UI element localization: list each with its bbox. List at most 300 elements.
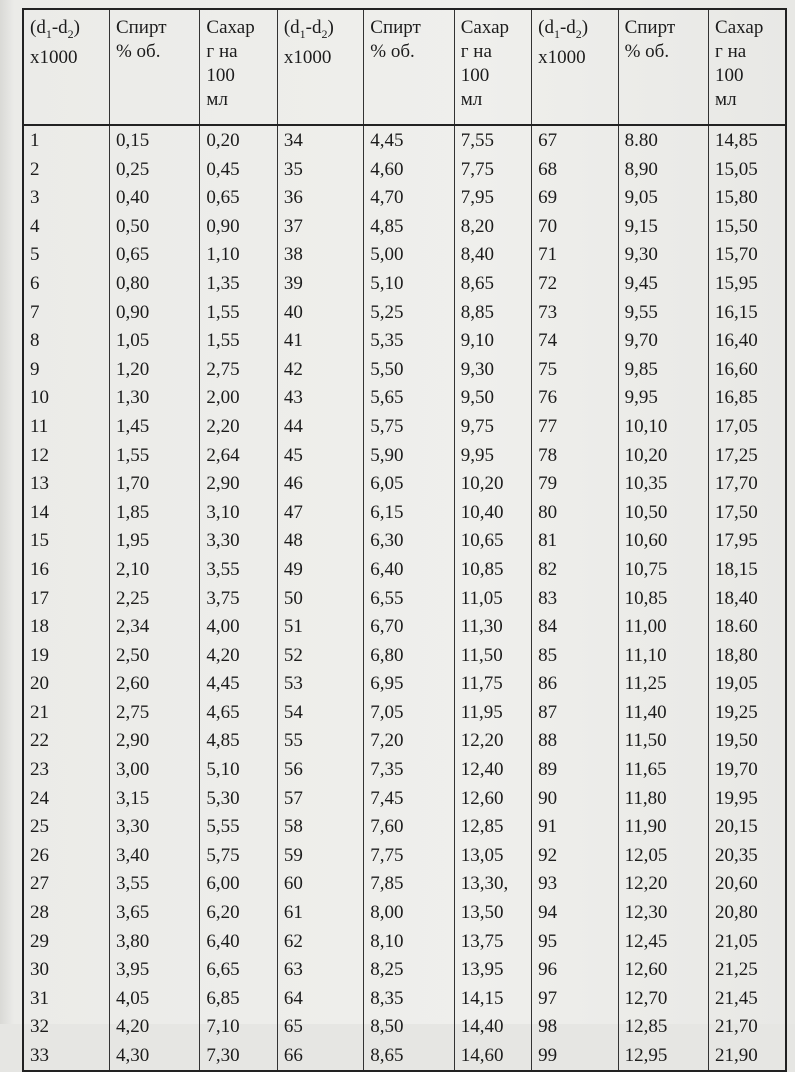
density-diff-cell: 17 <box>23 584 109 613</box>
sugar-cell: 0,45 <box>200 155 277 184</box>
density-diff-cell: 43 <box>277 383 363 412</box>
table-row <box>23 1041 786 1071</box>
sugar-cell: 4,65 <box>200 698 277 727</box>
sugar-cell: 21,90 <box>709 1041 786 1071</box>
density-diff-header: $(d_1-d_2)$ x1000 <box>532 9 618 125</box>
alcohol-cell: 5,65 <box>364 383 454 412</box>
density-diff-cell: 46 <box>277 469 363 498</box>
density-diff-cell: 25 <box>23 812 109 841</box>
table-row <box>23 641 786 670</box>
alcohol-cell: 6,95 <box>364 669 454 698</box>
sugar-cell: 7,75 <box>454 155 531 184</box>
density-diff-cell: 26 <box>23 841 109 870</box>
sugar-cell: 2,90 <box>200 469 277 498</box>
density-diff-cell: 35 <box>277 155 363 184</box>
alcohol-cell: 8,25 <box>364 955 454 984</box>
alcohol-cell: 9,15 <box>618 212 708 241</box>
alcohol-cell: 12,20 <box>618 869 708 898</box>
density-diff-cell: 80 <box>532 498 618 527</box>
table-row <box>23 726 786 755</box>
sugar-cell: 13,95 <box>454 955 531 984</box>
sugar-cell: 6,85 <box>200 984 277 1013</box>
alcohol-cell: 6,70 <box>364 612 454 641</box>
table-row <box>23 698 786 727</box>
alcohol-cell: 12,60 <box>618 955 708 984</box>
table-body <box>23 125 786 1071</box>
alcohol-header: Спирт % об. <box>618 9 708 125</box>
alcohol-cell: 11,10 <box>618 641 708 670</box>
density-diff-cell: 93 <box>532 869 618 898</box>
sugar-cell: 8,40 <box>454 240 531 269</box>
sugar-cell: 15,05 <box>709 155 786 184</box>
density-diff-cell: 53 <box>277 669 363 698</box>
alcohol-cell: 9,05 <box>618 183 708 212</box>
density-diff-cell: 7 <box>23 298 109 327</box>
alcohol-header: Спирт % об. <box>109 9 199 125</box>
alcohol-cell: 3,55 <box>109 869 199 898</box>
alcohol-cell: 6,05 <box>364 469 454 498</box>
alcohol-cell: 0,25 <box>109 155 199 184</box>
alcohol-cell: 10,60 <box>618 526 708 555</box>
sugar-cell: 10,40 <box>454 498 531 527</box>
alcohol-cell: 6,30 <box>364 526 454 555</box>
table-row <box>23 383 786 412</box>
density-diff-cell: 31 <box>23 984 109 1013</box>
alcohol-cell: 4,45 <box>364 125 454 155</box>
sugar-cell: 2,20 <box>200 412 277 441</box>
density-diff-cell: 16 <box>23 555 109 584</box>
sugar-cell: 14,60 <box>454 1041 531 1071</box>
density-diff-cell: 44 <box>277 412 363 441</box>
density-diff-cell: 1 <box>23 125 109 155</box>
table-row <box>23 355 786 384</box>
density-diff-cell: 95 <box>532 927 618 956</box>
density-diff-cell: 68 <box>532 155 618 184</box>
sugar-cell: 7,95 <box>454 183 531 212</box>
sugar-cell: 18,15 <box>709 555 786 584</box>
sugar-cell: 6,65 <box>200 955 277 984</box>
density-diff-cell: 28 <box>23 898 109 927</box>
sugar-cell: 21,05 <box>709 927 786 956</box>
density-diff-cell: 33 <box>23 1041 109 1071</box>
alcohol-cell: 5,25 <box>364 298 454 327</box>
density-diff-cell: 51 <box>277 612 363 641</box>
alcohol-cell: 1,30 <box>109 383 199 412</box>
sugar-cell: 11,75 <box>454 669 531 698</box>
alcohol-cell: 3,40 <box>109 841 199 870</box>
alcohol-cell: 10,75 <box>618 555 708 584</box>
alcohol-cell: 1,20 <box>109 355 199 384</box>
sugar-cell: 15,95 <box>709 269 786 298</box>
alcohol-cell: 5,10 <box>364 269 454 298</box>
alcohol-cell: 8,10 <box>364 927 454 956</box>
sugar-cell: 5,55 <box>200 812 277 841</box>
alcohol-cell: 12,30 <box>618 898 708 927</box>
density-diff-cell: 84 <box>532 612 618 641</box>
sugar-cell: 19,70 <box>709 755 786 784</box>
alcohol-cell: 5,35 <box>364 326 454 355</box>
density-diff-cell: 5 <box>23 240 109 269</box>
alcohol-cell: 6,40 <box>364 555 454 584</box>
table-row <box>23 1012 786 1041</box>
alcohol-cell: 12,45 <box>618 927 708 956</box>
alcohol-cell: 2,50 <box>109 641 199 670</box>
density-diff-cell: 96 <box>532 955 618 984</box>
sugar-cell: 9,50 <box>454 383 531 412</box>
density-diff-cell: 60 <box>277 869 363 898</box>
density-diff-cell: 29 <box>23 927 109 956</box>
density-diff-cell: 82 <box>532 555 618 584</box>
alcohol-cell: 12,05 <box>618 841 708 870</box>
alcohol-cell: 5,50 <box>364 355 454 384</box>
density-diff-cell: 57 <box>277 784 363 813</box>
sugar-cell: 13,05 <box>454 841 531 870</box>
density-diff-cell: 71 <box>532 240 618 269</box>
sugar-cell: 1,55 <box>200 298 277 327</box>
alcohol-cell: 1,95 <box>109 526 199 555</box>
alcohol-cell: 9,55 <box>618 298 708 327</box>
sugar-cell: 10,85 <box>454 555 531 584</box>
density-diff-cell: 19 <box>23 641 109 670</box>
alcohol-cell: 11,40 <box>618 698 708 727</box>
sugar-cell: 15,70 <box>709 240 786 269</box>
density-diff-cell: 89 <box>532 755 618 784</box>
density-diff-cell: 97 <box>532 984 618 1013</box>
density-diff-cell: 55 <box>277 726 363 755</box>
sugar-cell: 8,65 <box>454 269 531 298</box>
alcohol-cell: 2,25 <box>109 584 199 613</box>
sugar-cell: 6,40 <box>200 927 277 956</box>
sugar-cell: 8,20 <box>454 212 531 241</box>
alcohol-cell: 8,50 <box>364 1012 454 1041</box>
sugar-cell: 13,30, <box>454 869 531 898</box>
density-diff-cell: 4 <box>23 212 109 241</box>
density-diff-cell: 20 <box>23 669 109 698</box>
alcohol-cell: 11,65 <box>618 755 708 784</box>
density-diff-cell: 9 <box>23 355 109 384</box>
table-row <box>23 927 786 956</box>
sugar-cell: 20,60 <box>709 869 786 898</box>
table-row <box>23 526 786 555</box>
sugar-cell: 17,25 <box>709 441 786 470</box>
density-diff-cell: 47 <box>277 498 363 527</box>
alcohol-cell: 0,40 <box>109 183 199 212</box>
density-diff-cell: 59 <box>277 841 363 870</box>
density-diff-cell: 88 <box>532 726 618 755</box>
alcohol-cell: 3,80 <box>109 927 199 956</box>
density-diff-cell: 23 <box>23 755 109 784</box>
alcohol-cell: 9,30 <box>618 240 708 269</box>
table-row <box>23 584 786 613</box>
alcohol-cell: 10,85 <box>618 584 708 613</box>
alcohol-cell: 0,50 <box>109 212 199 241</box>
density-diff-cell: 32 <box>23 1012 109 1041</box>
sugar-cell: 19,05 <box>709 669 786 698</box>
sugar-cell: 11,95 <box>454 698 531 727</box>
sugar-cell: 5,10 <box>200 755 277 784</box>
density-diff-cell: 27 <box>23 869 109 898</box>
density-diff-cell: 39 <box>277 269 363 298</box>
density-diff-cell: 42 <box>277 355 363 384</box>
alcohol-cell: 9,85 <box>618 355 708 384</box>
sugar-cell: 7,10 <box>200 1012 277 1041</box>
alcohol-cell: 8,65 <box>364 1041 454 1071</box>
alcohol-cell: 10,50 <box>618 498 708 527</box>
alcohol-cell: 4,60 <box>364 155 454 184</box>
alcohol-cell: 5,75 <box>364 412 454 441</box>
density-diff-cell: 14 <box>23 498 109 527</box>
sugar-cell: 16,15 <box>709 298 786 327</box>
density-diff-cell: 77 <box>532 412 618 441</box>
alcohol-cell: 6,80 <box>364 641 454 670</box>
sugar-cell: 12,60 <box>454 784 531 813</box>
density-diff-cell: 49 <box>277 555 363 584</box>
density-diff-cell: 86 <box>532 669 618 698</box>
alcohol-cell: 9,95 <box>618 383 708 412</box>
sugar-cell: 3,55 <box>200 555 277 584</box>
sugar-cell: 3,75 <box>200 584 277 613</box>
table-row <box>23 755 786 784</box>
table-row <box>23 841 786 870</box>
sugar-cell: 0,65 <box>200 183 277 212</box>
sugar-header: Сахар г на 100 мл <box>709 9 786 125</box>
table-row <box>23 469 786 498</box>
table-row <box>23 498 786 527</box>
sugar-cell: 20,15 <box>709 812 786 841</box>
density-diff-cell: 94 <box>532 898 618 927</box>
density-diff-cell: 64 <box>277 984 363 1013</box>
table-row <box>23 812 786 841</box>
sugar-cell: 13,75 <box>454 927 531 956</box>
density-diff-cell: 74 <box>532 326 618 355</box>
alcohol-cell: 0,65 <box>109 240 199 269</box>
alcohol-cell: 12,70 <box>618 984 708 1013</box>
alcohol-cell: 7,20 <box>364 726 454 755</box>
density-diff-cell: 61 <box>277 898 363 927</box>
sugar-cell: 17,05 <box>709 412 786 441</box>
density-diff-cell: 21 <box>23 698 109 727</box>
sugar-cell: 8,85 <box>454 298 531 327</box>
sugar-cell: 4,45 <box>200 669 277 698</box>
sugar-cell: 19,95 <box>709 784 786 813</box>
density-diff-cell: 22 <box>23 726 109 755</box>
density-diff-cell: 12 <box>23 441 109 470</box>
sugar-cell: 9,30 <box>454 355 531 384</box>
density-diff-cell: 81 <box>532 526 618 555</box>
alcohol-sugar-table <box>22 8 787 1072</box>
alcohol-cell: 1,05 <box>109 326 199 355</box>
sugar-header: Сахар г на 100 мл <box>200 9 277 125</box>
density-diff-cell: 11 <box>23 412 109 441</box>
table-row <box>23 555 786 584</box>
sugar-cell: 7,30 <box>200 1041 277 1071</box>
sugar-cell: 9,95 <box>454 441 531 470</box>
alcohol-cell: 8.80 <box>618 125 708 155</box>
sugar-cell: 17,70 <box>709 469 786 498</box>
alcohol-cell: 10,10 <box>618 412 708 441</box>
density-diff-cell: 37 <box>277 212 363 241</box>
density-diff-cell: 69 <box>532 183 618 212</box>
sugar-cell: 17,50 <box>709 498 786 527</box>
sugar-cell: 20,35 <box>709 841 786 870</box>
sugar-cell: 12,40 <box>454 755 531 784</box>
table-row <box>23 669 786 698</box>
alcohol-cell: 7,05 <box>364 698 454 727</box>
sugar-cell: 13,50 <box>454 898 531 927</box>
sugar-cell: 9,10 <box>454 326 531 355</box>
alcohol-cell: 6,15 <box>364 498 454 527</box>
density-diff-cell: 10 <box>23 383 109 412</box>
alcohol-cell: 10,35 <box>618 469 708 498</box>
density-diff-cell: 67 <box>532 125 618 155</box>
sugar-cell: 14,85 <box>709 125 786 155</box>
alcohol-cell: 0,90 <box>109 298 199 327</box>
alcohol-cell: 9,70 <box>618 326 708 355</box>
sugar-cell: 20,80 <box>709 898 786 927</box>
sugar-cell: 2,75 <box>200 355 277 384</box>
density-diff-cell: 41 <box>277 326 363 355</box>
density-diff-cell: 34 <box>277 125 363 155</box>
density-diff-cell: 2 <box>23 155 109 184</box>
density-diff-cell: 76 <box>532 383 618 412</box>
alcohol-cell: 4,30 <box>109 1041 199 1071</box>
density-diff-cell: 18 <box>23 612 109 641</box>
alcohol-cell: 3,00 <box>109 755 199 784</box>
sugar-cell: 0,90 <box>200 212 277 241</box>
density-diff-cell: 45 <box>277 441 363 470</box>
sugar-cell: 11,30 <box>454 612 531 641</box>
alcohol-cell: 0,15 <box>109 125 199 155</box>
sugar-cell: 11,05 <box>454 584 531 613</box>
sugar-cell: 21,70 <box>709 1012 786 1041</box>
table-row <box>23 898 786 927</box>
sugar-cell: 4,00 <box>200 612 277 641</box>
alcohol-cell: 11,50 <box>618 726 708 755</box>
sugar-cell: 18,40 <box>709 584 786 613</box>
sugar-cell: 16,85 <box>709 383 786 412</box>
alcohol-cell: 1,55 <box>109 441 199 470</box>
density-diff-cell: 62 <box>277 927 363 956</box>
alcohol-cell: 3,15 <box>109 784 199 813</box>
alcohol-cell: 11,25 <box>618 669 708 698</box>
sugar-cell: 9,75 <box>454 412 531 441</box>
sugar-cell: 21,25 <box>709 955 786 984</box>
alcohol-cell: 1,70 <box>109 469 199 498</box>
density-diff-cell: 73 <box>532 298 618 327</box>
density-diff-cell: 65 <box>277 1012 363 1041</box>
alcohol-cell: 7,45 <box>364 784 454 813</box>
sugar-cell: 5,30 <box>200 784 277 813</box>
density-diff-cell: 3 <box>23 183 109 212</box>
alcohol-cell: 11,00 <box>618 612 708 641</box>
alcohol-cell: 2,10 <box>109 555 199 584</box>
table-row <box>23 612 786 641</box>
alcohol-cell: 0,80 <box>109 269 199 298</box>
alcohol-cell: 11,80 <box>618 784 708 813</box>
density-diff-cell: 87 <box>532 698 618 727</box>
density-diff-cell: 38 <box>277 240 363 269</box>
density-diff-cell: 48 <box>277 526 363 555</box>
alcohol-cell: 2,90 <box>109 726 199 755</box>
table-row <box>23 412 786 441</box>
table-row <box>23 869 786 898</box>
sugar-cell: 10,20 <box>454 469 531 498</box>
alcohol-cell: 2,60 <box>109 669 199 698</box>
density-diff-cell: 78 <box>532 441 618 470</box>
alcohol-cell: 3,65 <box>109 898 199 927</box>
density-diff-cell: 58 <box>277 812 363 841</box>
sugar-cell: 10,65 <box>454 526 531 555</box>
density-diff-header: $(d_1-d_2)$ x1000 <box>277 9 363 125</box>
density-diff-cell: 83 <box>532 584 618 613</box>
alcohol-cell: 8,90 <box>618 155 708 184</box>
alcohol-cell: 5,00 <box>364 240 454 269</box>
alcohol-cell: 3,30 <box>109 812 199 841</box>
alcohol-cell: 5,90 <box>364 441 454 470</box>
density-diff-cell: 79 <box>532 469 618 498</box>
alcohol-cell: 12,85 <box>618 1012 708 1041</box>
sugar-cell: 6,20 <box>200 898 277 927</box>
table-row <box>23 125 786 155</box>
alcohol-cell: 4,70 <box>364 183 454 212</box>
alcohol-cell: 2,34 <box>109 612 199 641</box>
sugar-cell: 4,20 <box>200 641 277 670</box>
density-diff-cell: 50 <box>277 584 363 613</box>
density-diff-cell: 40 <box>277 298 363 327</box>
density-diff-cell: 72 <box>532 269 618 298</box>
table-row <box>23 155 786 184</box>
sugar-cell: 21,45 <box>709 984 786 1013</box>
sugar-cell: 1,55 <box>200 326 277 355</box>
sugar-cell: 18,80 <box>709 641 786 670</box>
sugar-cell: 1,10 <box>200 240 277 269</box>
table-row <box>23 240 786 269</box>
sugar-cell: 3,10 <box>200 498 277 527</box>
density-diff-cell: 70 <box>532 212 618 241</box>
table-row <box>23 269 786 298</box>
alcohol-cell: 4,85 <box>364 212 454 241</box>
table-row <box>23 784 786 813</box>
sugar-cell: 14,40 <box>454 1012 531 1041</box>
sugar-cell: 18.60 <box>709 612 786 641</box>
alcohol-cell: 9,45 <box>618 269 708 298</box>
table-row <box>23 183 786 212</box>
density-diff-cell: 92 <box>532 841 618 870</box>
sugar-cell: 6,00 <box>200 869 277 898</box>
alcohol-cell: 4,05 <box>109 984 199 1013</box>
sugar-cell: 19,25 <box>709 698 786 727</box>
sugar-cell: 11,50 <box>454 641 531 670</box>
density-diff-cell: 54 <box>277 698 363 727</box>
density-diff-cell: 85 <box>532 641 618 670</box>
sugar-cell: 12,85 <box>454 812 531 841</box>
density-diff-cell: 13 <box>23 469 109 498</box>
alcohol-cell: 7,75 <box>364 841 454 870</box>
density-diff-cell: 75 <box>532 355 618 384</box>
density-diff-cell: 15 <box>23 526 109 555</box>
sugar-cell: 14,15 <box>454 984 531 1013</box>
density-diff-cell: 8 <box>23 326 109 355</box>
sugar-cell: 4,85 <box>200 726 277 755</box>
table-row <box>23 298 786 327</box>
alcohol-cell: 1,85 <box>109 498 199 527</box>
alcohol-cell: 6,55 <box>364 584 454 613</box>
density-diff-cell: 90 <box>532 784 618 813</box>
alcohol-cell: 8,35 <box>364 984 454 1013</box>
density-diff-cell: 63 <box>277 955 363 984</box>
alcohol-cell: 7,60 <box>364 812 454 841</box>
alcohol-cell: 8,00 <box>364 898 454 927</box>
